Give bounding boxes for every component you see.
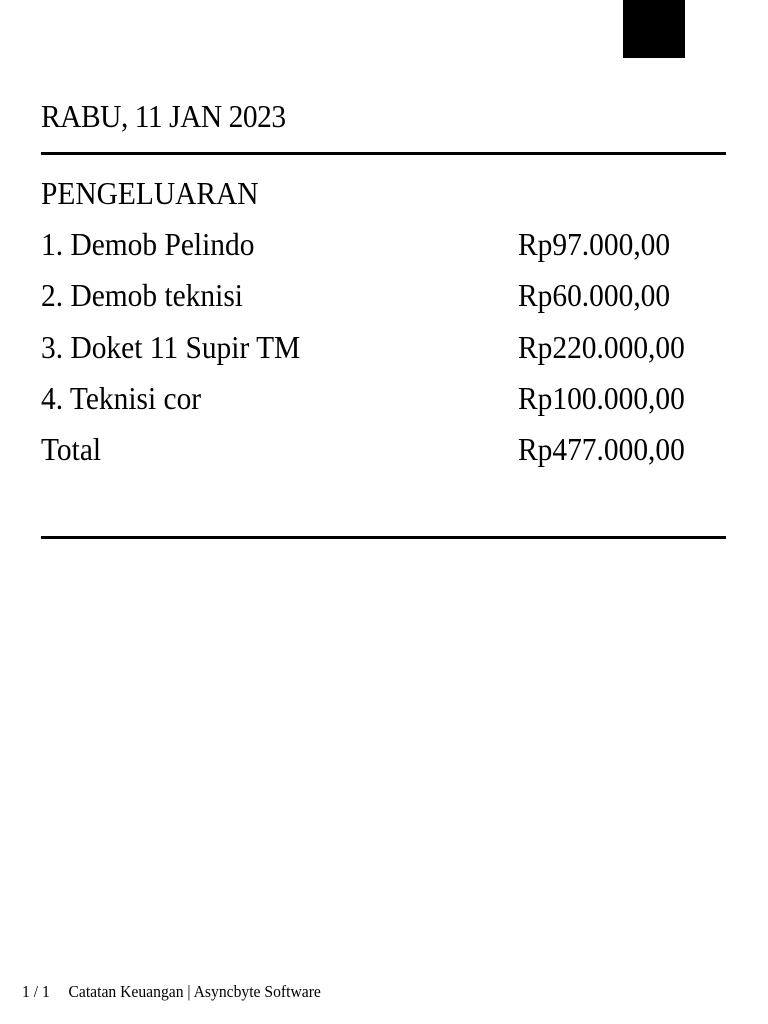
expense-label: 2. Demob teknisi — [41, 277, 243, 314]
total-amount: Rp477.000,00 — [518, 431, 685, 468]
expense-label: 1. Demob Pelindo — [41, 226, 255, 262]
section-title: PENGELUARAN — [41, 175, 259, 211]
expense-label: 4. Teknisi cor — [41, 379, 202, 416]
top-divider — [41, 152, 726, 155]
expense-row — [41, 275, 726, 326]
expense-amount: Rp60.000,00 — [518, 277, 671, 314]
total-label: Total — [41, 431, 102, 468]
total-row — [41, 429, 726, 480]
expense-row — [41, 327, 726, 378]
expense-amount: Rp97.000,00 — [518, 226, 671, 262]
expense-row — [41, 378, 726, 429]
expense-list — [41, 224, 726, 480]
expense-label: 3. Doket 11 Supir TM — [41, 328, 301, 365]
bottom-divider — [41, 536, 726, 539]
expense-amount: Rp100.000,00 — [518, 379, 685, 416]
expense-row — [41, 224, 726, 275]
date-heading: RABU, 11 JAN 2023 — [41, 98, 286, 134]
footer-app-name: Catatan Keuangan | Asyncbyte Software — [68, 982, 321, 1001]
page-indicator: 1 / 1 — [22, 982, 50, 1001]
expense-amount: Rp220.000,00 — [518, 328, 685, 365]
corner-marker — [623, 0, 685, 58]
page-footer — [22, 982, 321, 1002]
